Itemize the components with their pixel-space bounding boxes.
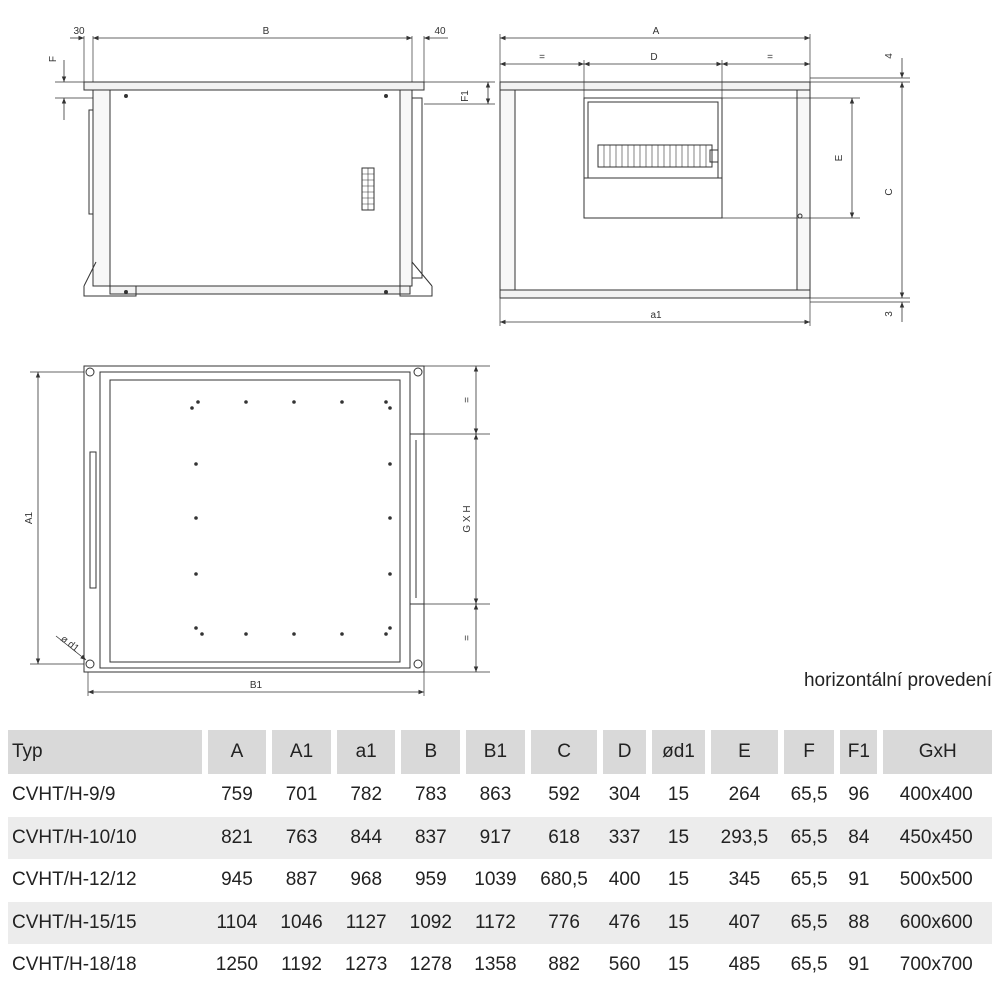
table-cell: 1127 <box>334 902 399 945</box>
table-cell: CVHT/H-9/9 <box>12 784 116 806</box>
table-cell: 337 <box>600 817 648 860</box>
front-right-post <box>400 90 412 286</box>
front-bolt <box>125 95 128 98</box>
corner-hole <box>86 368 94 376</box>
dim-label-b: B <box>262 26 270 37</box>
table-cell: 345 <box>728 869 761 891</box>
dim-label-a: A <box>652 26 660 37</box>
table-cell: 560 <box>608 954 641 976</box>
table-cell: 400 <box>608 869 641 891</box>
table-cell: 1092 <box>398 902 463 945</box>
dim-label-d1: ø d1 <box>58 633 81 655</box>
top-frame-outer <box>84 366 424 672</box>
table-cell: 821 <box>205 817 270 860</box>
table-cell: 293,5 <box>708 817 781 860</box>
dim-label-eq: = <box>539 52 545 63</box>
table-cell: 91 <box>848 869 870 891</box>
front-left-handle <box>89 110 93 214</box>
table-cell: CVHT/H-18/18 <box>12 954 137 976</box>
column-header: F1 <box>837 730 880 774</box>
table-cell: 763 <box>269 817 334 860</box>
table-cell: 1358 <box>474 954 517 976</box>
table-cell: 91 <box>848 954 870 976</box>
table-cell: 700x700 <box>899 954 973 976</box>
front-bottom-rail <box>110 286 410 294</box>
table-cell: 968 <box>350 869 383 891</box>
table-cell: 776 <box>528 902 601 945</box>
table-cell: 485 <box>728 954 761 976</box>
table-cell: 1192 <box>281 954 322 976</box>
corner-hole <box>86 660 94 668</box>
table-cell: 1046 <box>269 902 334 945</box>
table-cell: 1172 <box>463 902 528 945</box>
dimension-table <box>8 730 992 987</box>
dim-label-gxh: G X H <box>462 505 473 533</box>
dim-label-3: 3 <box>884 311 895 317</box>
column-header: B1 <box>463 730 528 774</box>
side-bottom-rail <box>500 290 810 298</box>
column-header: ød1 <box>649 730 708 774</box>
table-cell: 96 <box>848 784 870 806</box>
table-cell: 959 <box>414 869 447 891</box>
column-header: GxH <box>880 730 992 774</box>
table-cell: 65,5 <box>781 902 838 945</box>
table-cell: 65,5 <box>790 784 828 806</box>
table-cell: 500x500 <box>899 869 973 891</box>
table-cell: CVHT/H-15/15 <box>8 902 205 945</box>
front-view <box>55 36 495 296</box>
table-cell: 783 <box>414 784 447 806</box>
table-cell: 400x400 <box>899 784 973 806</box>
top-view <box>30 366 490 696</box>
table-cell: 887 <box>285 869 318 891</box>
front-bolt <box>125 291 128 294</box>
table-row <box>8 859 992 902</box>
dim-label-f: F <box>48 55 59 63</box>
table-cell: 450x450 <box>880 817 992 860</box>
top-panel <box>110 380 400 662</box>
table-cell: 15 <box>667 869 690 891</box>
dim-label-d: D <box>650 52 658 63</box>
side-right-post <box>797 90 810 290</box>
table-cell: 917 <box>463 817 528 860</box>
front-grille-lines <box>362 168 374 210</box>
dim-label-c: C <box>884 188 895 196</box>
column-header: C <box>528 730 601 774</box>
table-row <box>8 774 992 817</box>
table-cell: 84 <box>837 817 880 860</box>
dim-label-30: 30 <box>73 26 85 37</box>
table-cell: CVHT/H-10/10 <box>8 817 205 860</box>
table-cell: 304 <box>608 784 641 806</box>
table-row <box>8 944 992 987</box>
table-cell: 837 <box>398 817 463 860</box>
dim-label-eq: = <box>767 52 773 63</box>
table-cell: 882 <box>548 954 580 976</box>
side-fan-hub <box>710 150 718 162</box>
dim-label-e: E <box>834 154 845 162</box>
column-header: F <box>781 730 838 774</box>
table-cell: 844 <box>334 817 399 860</box>
table-cell: 65,5 <box>781 817 838 860</box>
table-cell: 863 <box>479 784 512 806</box>
table-cell: 15 <box>649 817 708 860</box>
top-left-handle <box>90 452 96 588</box>
dim-label-a1: A1 <box>24 511 35 525</box>
table-cell: 1273 <box>345 954 388 976</box>
table-cell: 600x600 <box>880 902 992 945</box>
table-row <box>8 902 992 945</box>
table-cell: 945 <box>221 869 253 891</box>
front-bolt <box>385 95 388 98</box>
table-cell: 618 <box>528 817 601 860</box>
front-side-panel <box>412 98 422 278</box>
dim-label-eq: = <box>462 397 473 403</box>
column-header: A <box>205 730 270 774</box>
front-bolt <box>385 291 388 294</box>
dim-label-a1: a1 <box>650 310 662 321</box>
table-cell: 65,5 <box>790 954 828 976</box>
table-cell: CVHT/H-12/12 <box>12 869 137 891</box>
top-frame-inner <box>100 372 410 668</box>
top-right-opening <box>410 434 424 604</box>
table-cell: 264 <box>728 784 761 806</box>
column-header: a1 <box>334 730 399 774</box>
table-header-row <box>8 730 992 774</box>
table-cell: 592 <box>548 784 580 806</box>
table-cell: 15 <box>667 954 690 976</box>
side-fan-blades <box>604 145 706 167</box>
table-cell: 15 <box>667 784 690 806</box>
side-view <box>500 34 910 326</box>
dim-label-b1: B1 <box>249 680 263 691</box>
column-header: D <box>600 730 648 774</box>
dim-label-f1: F1 <box>460 90 471 102</box>
table-cell: 1278 <box>409 954 452 976</box>
column-header: E <box>708 730 781 774</box>
side-fan-wheel <box>598 145 712 167</box>
table-cell: 701 <box>285 784 318 806</box>
table-cell: 1250 <box>215 954 259 976</box>
table-cell: 88 <box>837 902 880 945</box>
corner-hole <box>414 660 422 668</box>
table-row <box>8 817 992 860</box>
screw-pattern <box>190 400 392 636</box>
table-cell: 65,5 <box>790 869 828 891</box>
dim-label-eq: = <box>462 635 473 641</box>
table-cell: 407 <box>708 902 781 945</box>
front-body <box>110 90 400 286</box>
front-left-post <box>93 90 110 286</box>
side-body <box>515 90 797 290</box>
table-cell: 680,5 <box>540 869 588 891</box>
column-header: B <box>398 730 463 774</box>
table-cell: 759 <box>221 784 253 806</box>
table-cell: 476 <box>600 902 648 945</box>
table-cell: 782 <box>350 784 383 806</box>
column-header: A1 <box>269 730 334 774</box>
table-cell: 1104 <box>205 902 270 945</box>
caption: horizontální provedení <box>803 670 992 691</box>
dim-label-40: 40 <box>434 26 446 37</box>
column-header: Typ <box>8 730 205 774</box>
side-left-post <box>500 90 515 290</box>
corner-hole <box>414 368 422 376</box>
table-cell: 15 <box>649 902 708 945</box>
side-top-rail <box>500 82 810 90</box>
dim-label-4: 4 <box>884 53 895 59</box>
table-cell: 1039 <box>474 869 517 891</box>
front-top-rail <box>84 82 424 90</box>
side-outlet-flange <box>584 98 722 218</box>
